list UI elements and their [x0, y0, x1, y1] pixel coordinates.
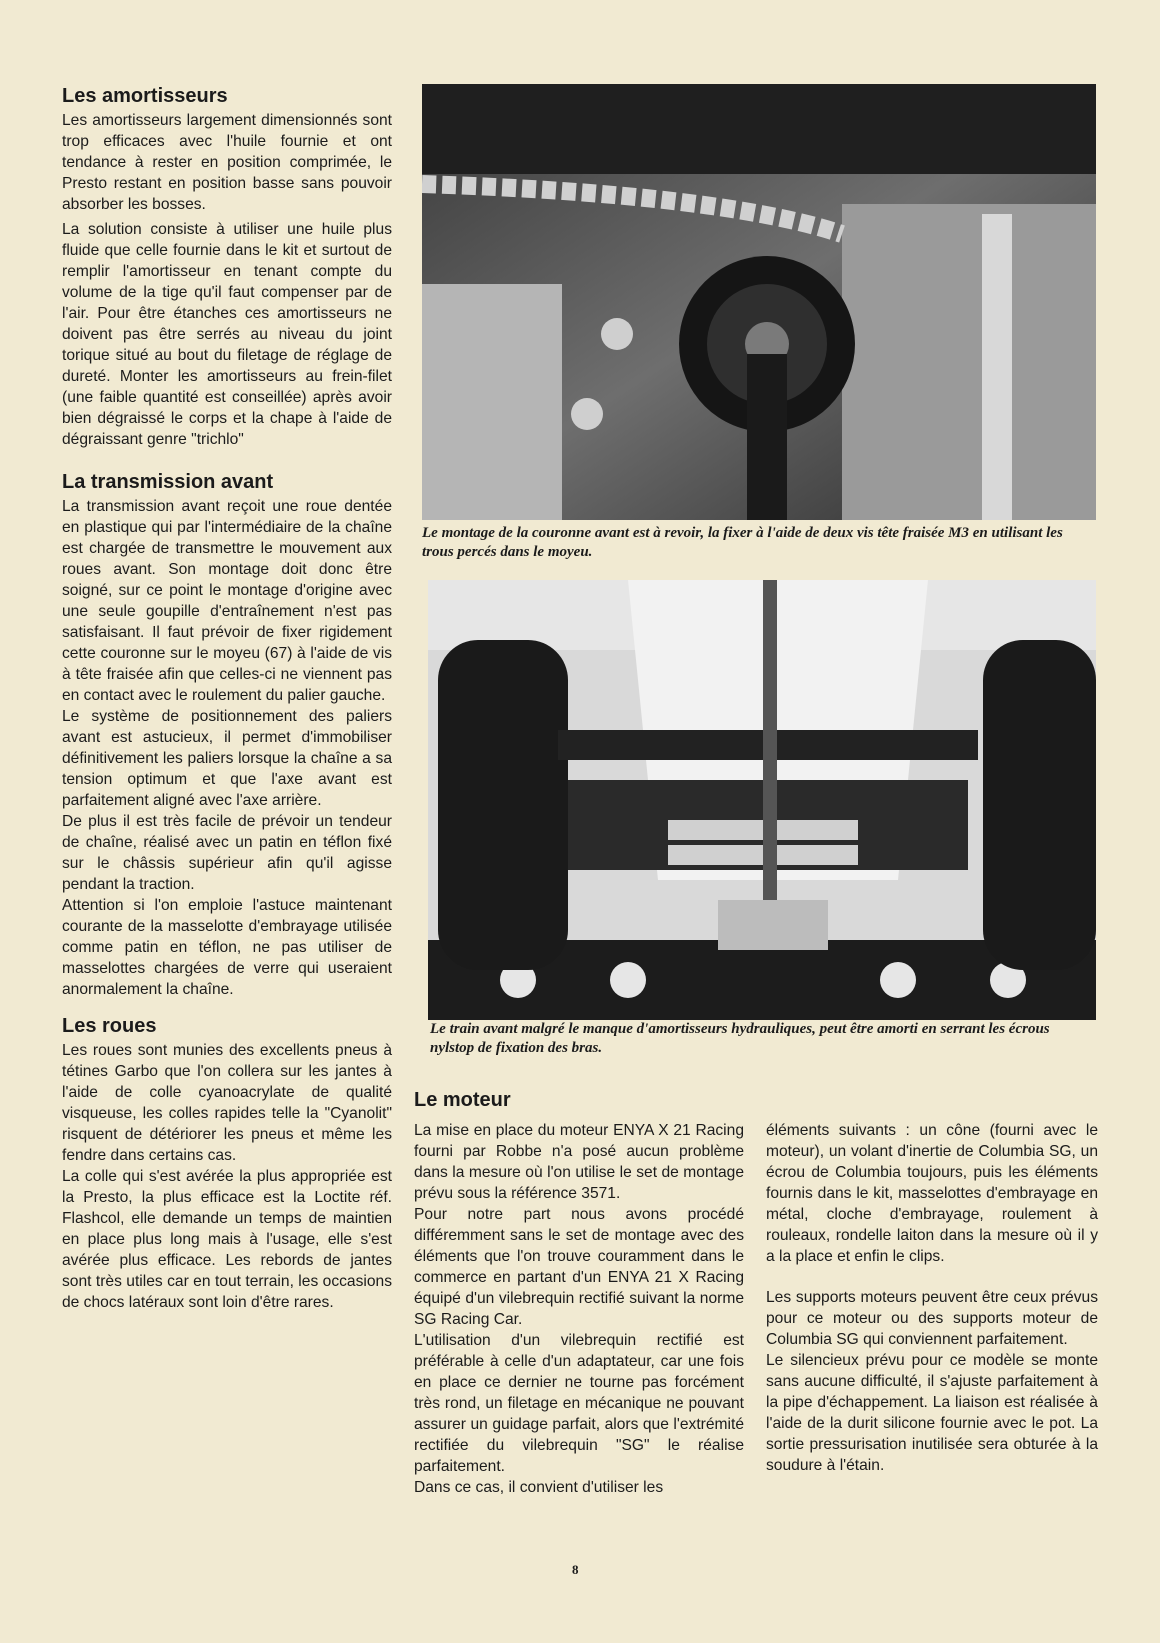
paragraph: Le système de positionnement des paliers avant est astucieux, il permet d'immobiliser définitivement les paliers lorsque la chaîne a sa tension optimum et que l'axe avant est parfaitement aligné avec l'axe arrière. [62, 708, 392, 809]
section-title-moteur: Le moteur [414, 1089, 511, 1111]
right-column [766, 1120, 1098, 1476]
section-title-roues: Les roues [62, 1015, 157, 1037]
left-column [62, 84, 392, 1313]
paragraph: La transmission avant reçoit une roue dentée en plastique qui par l'intermédiaire de la chaîne est chargée de transmettre le mouvement aux roues avant. Son montage doit donc être soigné, sur ce point le montage d'origine avec une seule goupille d'entraînement n'est pas satisfaisant. Il faut prévoir de fixer rigidement cette couronne sur le moyeu (67) à l'aide de vis à tête fraisée afin que celles-ci ne viennent pas en contact avec le roulement du palier gauche. [62, 498, 392, 704]
photo-front-axle [428, 580, 1096, 1020]
middle-column [414, 1120, 744, 1498]
paragraph: La solution consiste à utiliser une huile plus fluide que celle fournie dans le kit et surtout de remplir l'amortisseur en tenant compte du volume de la tige qu'il faut compenser par de l'air. Pour être étanches ces amortisseurs ne doivent pas être serrés au niveau du joint torique situé au bout du filetage de réglage de dureté. Monter les amortisseurs au frein-filet (une faible quantité est conseillée) après avoir bien dégraissé le corps et la chape à l'aide de dégraissant genre "trichlo" [62, 221, 392, 448]
paragraph: Le silencieux prévu pour ce modèle se monte sans aucune difficulté, il s'ajuste parfaitement à la pipe d'échappement. La liaison est réalisée à l'aide de la durit silicone fournie avec le pot. La sortie pressurisation inutilisée sera obturée à la soudure à l'étain. [766, 1352, 1098, 1474]
photo1-caption: Le montage de la couronne avant est à revoir, la fixer à l'aide de deux vis tête fraisée M3 en utilisant les trous percés dans le moyeu. [422, 525, 1063, 560]
page-number: 8 [572, 1562, 579, 1577]
paragraph: Les roues sont munies des excellents pneus à tétines Garbo que l'on collera sur les jantes à l'aide de colle cyanoacrylate de qualité visqueuse, les colles rapides telle la "Cyanolit" risquent de détériorer les pneus et même les fendre dans certains cas. [62, 1042, 392, 1164]
paragraph: Les amortisseurs largement dimensionnés sont trop efficaces avec l'huile fournie et ont tendance à rester en position comprimée, le Presto restant en position basse sans pouvoir absorber les bosses. [62, 112, 392, 213]
paragraph: Attention si l'on emploie l'astuce maintenant courante de la masselotte d'embrayage utilisée comme patin en téflon, ne pas utiliser de masselottes chargées de verre qui useraient anormalement la chaîne. [62, 897, 392, 998]
paragraph: éléments suivants : un cône (fourni avec le moteur), un volant d'inertie de Columbia SG, un écrou de Columbia toujours, puis les éléments fournis dans le kit, masselottes d'embrayage en métal, cloche d'embrayage, roulement à rouleaux, rondelle laiton dans la mesure où il y a la place et enfin le clips. [766, 1122, 1098, 1265]
section-title-amortisseurs: Les amortisseurs [62, 85, 228, 107]
paragraph: De plus il est très facile de prévoir un tendeur de chaîne, réalisé avec un patin en téflon fixé sur le châssis supérieur afin qu'il agisse pendant la traction. [62, 813, 392, 893]
section-title-transmission: La transmission avant [62, 471, 274, 493]
paragraph: Dans ce cas, il convient d'utiliser les [414, 1479, 664, 1496]
paragraph: La colle qui s'est avérée la plus appropriée est la Presto, la plus efficace est la Loctite réf. Flashcol, elle demande un temps de maintien en place plus long mais à l'usage, elle s'est avérée plus efficace. Les rebords de jantes sont très utiles car en tout terrain, les occasions de chocs latéraux sont loin d'être rares. [62, 1168, 392, 1311]
paragraph: Les supports moteurs peuvent être ceux prévus pour ce moteur ou des supports moteur de Columbia SG qui conviennent parfaitement. [766, 1289, 1098, 1348]
photo-front-sprocket [422, 84, 1096, 520]
paragraph: Pour notre part nous avons procédé différemment sans le set de montage avec des éléments que l'on trouve couramment dans le commerce en partant d'un ENYA 21 X Racing équipé d'un vilebrequin rectifié suivant la norme SG Racing Car. [414, 1206, 744, 1328]
paragraph: L'utilisation d'un vilebrequin rectifié est préférable à celle d'un adaptateur, car une fois en place ce dernier ne tourne pas forcément très rond, un filetage en mécanique ne pouvant assurer un guidage parfait, alors que l'extrémité rectifiée du vilebrequin "SG" le réalise parfaitement. [414, 1332, 744, 1475]
paragraph: La mise en place du moteur ENYA X 21 Racing fourni par Robbe n'a posé aucun problème dans la mesure où l'on utilise le set de montage prévu sous la référence 3571. [414, 1122, 744, 1202]
photo2-caption: Le train avant malgré le manque d'amortisseurs hydrauliques, peut être amorti en serrant les écrous nylstop de fixation des bras. [430, 1021, 1050, 1056]
